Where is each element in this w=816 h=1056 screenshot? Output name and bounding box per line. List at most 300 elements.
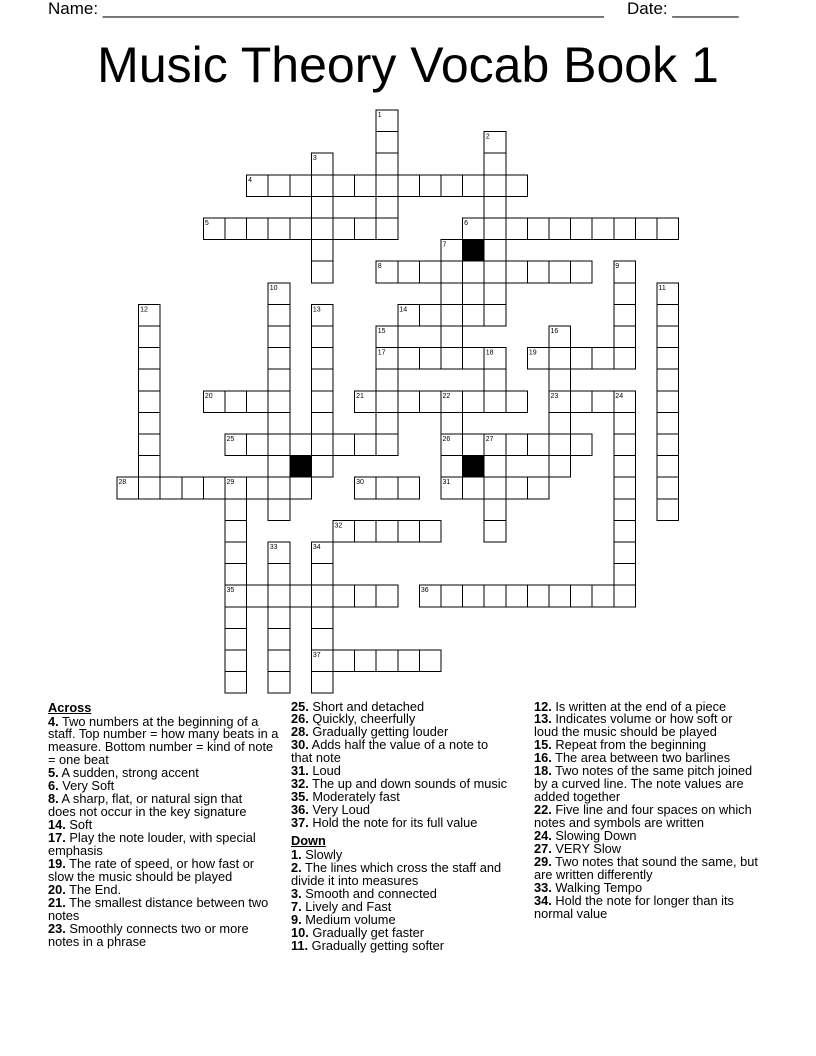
crossword-cell[interactable]	[592, 391, 614, 413]
crossword-cell[interactable]	[355, 585, 377, 607]
crossword-cell[interactable]	[139, 391, 161, 413]
crossword-cell[interactable]	[527, 261, 549, 283]
crossword-cell[interactable]	[311, 326, 333, 348]
crossword-cell[interactable]	[268, 477, 290, 499]
clue-number: 8.	[48, 791, 59, 807]
down-clue	[534, 713, 758, 739]
crossword-cell[interactable]	[484, 175, 506, 197]
clue-text: Is written at the end of a piece	[555, 698, 727, 714]
grid-number: 4	[248, 176, 253, 184]
clue-number: 35.	[291, 789, 309, 805]
crossword-cell[interactable]	[268, 607, 290, 629]
crossword-cell[interactable]	[484, 196, 506, 218]
crossword-cell[interactable]	[484, 261, 506, 283]
crossword-cell[interactable]	[290, 175, 312, 197]
crossword-cell[interactable]	[376, 196, 398, 218]
grid-number: 30	[356, 479, 364, 487]
crossword-cell[interactable]	[484, 477, 506, 499]
crossword-cell[interactable]	[333, 650, 355, 672]
black-square	[463, 240, 485, 262]
grid-number: 11	[658, 284, 666, 292]
crossword-cell[interactable]	[484, 520, 506, 542]
across-clue	[48, 855, 278, 884]
crossword-cell[interactable]	[571, 434, 593, 456]
crossword-cell[interactable]	[268, 175, 290, 197]
grid-number: 15	[377, 328, 386, 335]
crossword-cell[interactable]	[419, 348, 441, 370]
crossword-cell[interactable]	[333, 175, 355, 197]
crossword-cell[interactable]	[311, 564, 333, 586]
crossword-cell[interactable]	[484, 304, 506, 326]
crossword-cell[interactable]	[225, 218, 247, 240]
across-clue	[48, 832, 278, 858]
crossword-cell[interactable]	[225, 520, 247, 542]
grid-number: 19	[528, 349, 537, 357]
crossword-cell[interactable]	[614, 456, 636, 478]
clues-column-3	[534, 698, 758, 921]
crossword-cell[interactable]	[311, 585, 333, 607]
crossword-cell[interactable]	[398, 348, 420, 370]
crossword-cell[interactable]	[398, 477, 420, 499]
crossword-cell[interactable]	[484, 499, 506, 521]
clue-number: 14.	[48, 817, 66, 833]
crossword-cell[interactable]	[419, 650, 441, 672]
clue-text: A sharp, flat, or natural sign that does not occur in the key signature	[48, 791, 247, 820]
clue-text: Soft	[69, 817, 93, 833]
clue-text: Five line and four spaces on which notes and symbols are written	[534, 802, 752, 831]
crossword-cell[interactable]	[139, 369, 161, 391]
grid-number: 16	[550, 328, 559, 335]
crossword-cell[interactable]	[506, 477, 528, 499]
clue-number: 33.	[534, 879, 552, 895]
crossword-cell[interactable]	[657, 456, 679, 478]
crossword-cell[interactable]	[441, 326, 463, 348]
down-clue	[534, 804, 758, 830]
crossword-cell[interactable]	[268, 650, 290, 672]
crossword-cell[interactable]	[614, 218, 636, 240]
crossword-cell[interactable]	[463, 477, 485, 499]
crossword-cell[interactable]	[441, 261, 463, 283]
clue-text: Medium volume	[305, 911, 396, 927]
crossword-cell[interactable]	[398, 175, 420, 197]
down-clue	[291, 937, 507, 953]
crossword-cell[interactable]	[311, 261, 333, 283]
crossword-cell[interactable]	[290, 434, 312, 456]
crossword-cell[interactable]	[549, 369, 571, 391]
across-clue	[48, 894, 278, 923]
crossword-cell[interactable]	[311, 672, 333, 694]
crossword-cell[interactable]	[419, 175, 441, 197]
crossword-cell[interactable]	[657, 369, 679, 391]
grid-number: 32	[334, 522, 343, 530]
clue-text: The area between two barlines	[555, 750, 731, 766]
clue-number: 22.	[534, 802, 552, 818]
crossword-cell[interactable]	[247, 477, 269, 499]
crossword-cell[interactable]	[441, 175, 463, 197]
clue-text: Gradually getting louder	[312, 724, 449, 740]
crossword-cell[interactable]	[527, 585, 549, 607]
clue-number: 21.	[48, 894, 66, 910]
clue-text: Adds half the value of a note to that note	[291, 737, 489, 766]
black-square	[463, 456, 485, 478]
down-clue	[534, 853, 758, 882]
crossword-cell[interactable]	[333, 434, 355, 456]
crossword-cell[interactable]	[571, 585, 593, 607]
clue-number: 3.	[291, 885, 302, 901]
grid-number: 12	[140, 306, 148, 314]
clue-text: The up and down sounds of music	[312, 776, 508, 792]
crossword-cell[interactable]	[376, 434, 398, 456]
crossword-cell[interactable]	[268, 585, 290, 607]
crossword-cell[interactable]	[657, 326, 679, 348]
crossword-cell[interactable]	[592, 348, 614, 370]
crossword-cell[interactable]	[376, 477, 398, 499]
grid-number: 6	[464, 220, 469, 227]
crossword-cell[interactable]	[463, 175, 485, 197]
crossword-cell[interactable]	[376, 412, 398, 434]
clue-number: 20.	[48, 881, 66, 897]
crossword-cell[interactable]	[268, 348, 290, 370]
crossword-cell[interactable]	[268, 456, 290, 478]
crossword-cell[interactable]	[614, 499, 636, 521]
crossword-cell[interactable]	[441, 585, 463, 607]
crossword-cell[interactable]	[311, 218, 333, 240]
crossword-cell[interactable]	[657, 434, 679, 456]
crossword-cell[interactable]	[268, 499, 290, 521]
crossword-cell[interactable]	[657, 218, 679, 240]
crossword-cell[interactable]	[506, 218, 528, 240]
clue-number: 19.	[48, 855, 66, 871]
date-field: Date: _______	[627, 0, 739, 18]
clue-number: 5.	[48, 765, 59, 781]
crossword-cell[interactable]	[506, 434, 528, 456]
crossword-cell[interactable]	[225, 628, 247, 650]
crossword-cell[interactable]	[247, 391, 269, 413]
crossword-cell[interactable]	[139, 326, 161, 348]
crossword-cell[interactable]	[614, 304, 636, 326]
crossword-cell[interactable]	[398, 650, 420, 672]
crossword-cell[interactable]	[657, 391, 679, 413]
crossword-cell[interactable]	[549, 434, 571, 456]
grid-number: 37	[312, 652, 321, 659]
crossword-cell[interactable]	[549, 348, 571, 370]
crossword-cell[interactable]	[225, 607, 247, 629]
clue-text: Gradually get faster	[312, 924, 425, 940]
crossword-cell[interactable]	[139, 434, 161, 456]
crossword-cell[interactable]	[484, 153, 506, 175]
crossword-cell[interactable]	[398, 261, 420, 283]
crossword-cell[interactable]	[268, 412, 290, 434]
crossword-cell[interactable]	[225, 542, 247, 564]
crossword-cell[interactable]	[268, 564, 290, 586]
crossword-cell[interactable]	[463, 585, 485, 607]
crossword-cell[interactable]	[571, 348, 593, 370]
clue-number: 2.	[291, 859, 302, 875]
crossword-cell[interactable]	[311, 175, 333, 197]
clue-number: 16.	[534, 750, 552, 766]
crossword-cell[interactable]	[549, 412, 571, 434]
clue-number: 13.	[534, 711, 552, 727]
crossword-cell[interactable]	[441, 348, 463, 370]
crossword-cell[interactable]	[614, 564, 636, 586]
clue-number: 10.	[291, 924, 309, 940]
clue-text: Indicates volume or how soft or loud the music should be played	[534, 711, 733, 740]
crossword-cell[interactable]	[355, 650, 377, 672]
crossword-cell[interactable]	[290, 477, 312, 499]
across-heading: Across	[48, 699, 92, 715]
crossword-cell[interactable]	[376, 585, 398, 607]
crossword-cell[interactable]	[225, 499, 247, 521]
clue-text: Very Soft	[62, 778, 115, 794]
crossword-cell[interactable]	[657, 348, 679, 370]
clue-text: VERY Slow	[555, 840, 622, 856]
crossword-cell[interactable]	[225, 564, 247, 586]
name-field: Name: _____________________________________________________	[48, 0, 604, 18]
crossword-cell[interactable]	[441, 304, 463, 326]
crossword-cell[interactable]	[268, 628, 290, 650]
crossword-cell[interactable]	[549, 456, 571, 478]
crossword-cell[interactable]	[268, 434, 290, 456]
crossword-cell[interactable]	[657, 499, 679, 521]
crossword-cell[interactable]	[506, 261, 528, 283]
crossword-cell[interactable]	[203, 477, 225, 499]
crossword-cell[interactable]	[355, 434, 377, 456]
clue-number: 9.	[291, 911, 302, 927]
crossword-cell[interactable]	[268, 672, 290, 694]
crossword-cell[interactable]	[549, 585, 571, 607]
crossword-cell[interactable]	[247, 218, 269, 240]
crossword-cell[interactable]	[311, 196, 333, 218]
crossword-cell[interactable]	[160, 477, 182, 499]
crossword-cell[interactable]	[419, 520, 441, 542]
grid-number: 31	[442, 479, 451, 487]
crossword-cell[interactable]	[311, 456, 333, 478]
across-clue	[291, 739, 507, 765]
crossword-cell[interactable]	[311, 434, 333, 456]
crossword-cell[interactable]	[139, 456, 161, 478]
crossword-cell[interactable]	[419, 391, 441, 413]
crossword-cell[interactable]	[441, 412, 463, 434]
crossword-cell[interactable]	[614, 520, 636, 542]
clues-column-1	[48, 701, 278, 949]
crossword-cell[interactable]	[376, 650, 398, 672]
crossword-cell[interactable]	[571, 391, 593, 413]
crossword-cell[interactable]	[376, 132, 398, 154]
crossword-cell[interactable]	[463, 434, 485, 456]
clue-text: The rate of speed, or how fast or slow the music should be played	[48, 855, 255, 884]
grid-number: 9	[615, 263, 620, 271]
crossword-cell[interactable]	[549, 218, 571, 240]
across-clue	[291, 817, 507, 830]
clue-number: 15.	[534, 737, 552, 753]
clue-text: Two notes that sound the same, but are written differently	[534, 853, 758, 882]
grid-number: 2	[485, 133, 490, 141]
grid-number: 27	[485, 436, 494, 443]
crossword-cell[interactable]	[484, 456, 506, 478]
crossword-cell[interactable]	[355, 175, 377, 197]
crossword-cell[interactable]	[614, 348, 636, 370]
clue-text: Two notes of the same pitch joined by a curved line. The note values are added together	[534, 763, 753, 805]
crossword-cell[interactable]	[635, 218, 657, 240]
crossword-cell[interactable]	[506, 585, 528, 607]
crossword-cell[interactable]	[463, 304, 485, 326]
crossword-cell[interactable]	[527, 477, 549, 499]
crossword-cell[interactable]	[463, 391, 485, 413]
clue-number: 12.	[534, 698, 552, 714]
clue-text: Walking Tempo	[555, 879, 643, 895]
crossword-cell[interactable]	[614, 585, 636, 607]
crossword-cell[interactable]	[333, 218, 355, 240]
crossword-cell[interactable]	[614, 434, 636, 456]
crossword-cell[interactable]	[311, 412, 333, 434]
clue-text: Quickly, cheerfully	[312, 711, 416, 727]
crossword-cell[interactable]	[463, 348, 485, 370]
crossword-cell[interactable]	[247, 585, 269, 607]
down-clue	[534, 765, 758, 804]
crossword-cell[interactable]	[376, 391, 398, 413]
grid-number: 3	[312, 155, 317, 163]
grid-number: 7	[442, 241, 447, 249]
crossword-cell[interactable]	[376, 153, 398, 175]
crossword-cell[interactable]	[268, 369, 290, 391]
crossword-cell[interactable]	[592, 218, 614, 240]
crossword-cell[interactable]	[247, 434, 269, 456]
crossword-cell[interactable]	[463, 261, 485, 283]
grid-number: 5	[204, 220, 209, 227]
crossword-cells	[117, 110, 679, 693]
crossword-cell[interactable]	[419, 304, 441, 326]
grid-number: 36	[420, 587, 429, 595]
crossword-cell[interactable]	[268, 218, 290, 240]
crossword-cell[interactable]	[225, 650, 247, 672]
crossword-cell[interactable]	[355, 218, 377, 240]
crossword-cell[interactable]	[311, 240, 333, 262]
clue-text: Play the note louder, with special emphasis	[48, 830, 256, 859]
crossword-cell[interactable]	[311, 391, 333, 413]
crossword-cell[interactable]	[592, 585, 614, 607]
crossword-cell[interactable]	[376, 369, 398, 391]
clue-number: 28.	[291, 724, 309, 740]
clue-number: 30.	[291, 737, 309, 753]
crossword-cell[interactable]	[549, 261, 571, 283]
crossword-cell[interactable]	[268, 326, 290, 348]
clue-number: 4.	[48, 713, 59, 729]
grid-number: 17	[377, 349, 386, 357]
crossword-cell[interactable]	[527, 434, 549, 456]
crossword-cell[interactable]	[614, 283, 636, 305]
crossword-cell[interactable]	[484, 218, 506, 240]
crossword-cell[interactable]	[139, 477, 161, 499]
crossword-cell[interactable]	[225, 391, 247, 413]
crossword-cell[interactable]	[290, 585, 312, 607]
across-clue	[48, 713, 279, 768]
clues-column-2	[291, 698, 508, 953]
grid-number: 8	[377, 263, 382, 271]
clue-number: 32.	[291, 776, 309, 792]
crossword-cell[interactable]	[376, 175, 398, 197]
crossword-cell[interactable]	[290, 218, 312, 240]
crossword-cell[interactable]	[506, 175, 528, 197]
crossword-cell[interactable]	[268, 304, 290, 326]
clue-text: Short and detached	[312, 698, 425, 714]
crossword-cell[interactable]	[484, 391, 506, 413]
crossword-cell[interactable]	[614, 412, 636, 434]
clue-number: 29.	[534, 853, 552, 869]
crossword-cell[interactable]	[484, 585, 506, 607]
crossword-cell[interactable]	[527, 218, 549, 240]
clue-number: 26.	[291, 711, 309, 727]
crossword-cell[interactable]	[614, 477, 636, 499]
crossword-cell[interactable]	[571, 261, 593, 283]
crossword-cell[interactable]	[506, 391, 528, 413]
grid-number: 33	[269, 544, 278, 551]
grid-number: 20	[204, 392, 213, 400]
crossword-cell[interactable]	[614, 326, 636, 348]
down-clue	[291, 859, 507, 888]
crossword-cell[interactable]	[419, 261, 441, 283]
crossword-cell[interactable]	[139, 348, 161, 370]
crossword-cell[interactable]	[657, 412, 679, 434]
black-square	[290, 456, 312, 478]
clue-number: 7.	[291, 898, 302, 914]
clue-number: 27.	[534, 840, 552, 856]
clue-text: A sudden, strong accent	[61, 765, 199, 781]
clue-number: 18.	[534, 763, 552, 779]
clue-text: Hold the note for longer than its normal value	[534, 892, 734, 921]
clue-text: Slowly	[305, 847, 343, 863]
grid-number: 26	[442, 436, 451, 443]
crossword-cell[interactable]	[311, 369, 333, 391]
clue-text: Hold the note for its full value	[312, 815, 478, 831]
grid-number: 25	[226, 436, 235, 443]
across-clue	[48, 920, 278, 949]
clue-text: Gradually getting softer	[311, 937, 444, 953]
clue-text: Very Loud	[312, 802, 370, 818]
grid-number: 10	[269, 284, 278, 292]
crossword-cell[interactable]	[311, 607, 333, 629]
crossword-cell[interactable]	[484, 240, 506, 262]
crossword-cell[interactable]	[311, 348, 333, 370]
crossword-cell[interactable]	[355, 520, 377, 542]
clue-text: Smoothly connects two or more notes in a phrase	[48, 920, 249, 949]
grid-number: 29	[226, 479, 235, 487]
clue-number: 37.	[291, 815, 309, 831]
clue-text: Smooth and connected	[305, 885, 437, 901]
crossword-cell[interactable]	[398, 520, 420, 542]
crossword-cell[interactable]	[333, 585, 355, 607]
grid-number: 18	[485, 349, 494, 357]
crossword-cell[interactable]	[398, 391, 420, 413]
clue-number: 31.	[291, 763, 309, 779]
crossword-cell[interactable]	[376, 520, 398, 542]
crossword-cell[interactable]	[484, 369, 506, 391]
crossword-cell[interactable]	[441, 283, 463, 305]
crossword-cell[interactable]	[268, 391, 290, 413]
crossword-cell[interactable]	[376, 218, 398, 240]
clue-text: Slowing Down	[555, 828, 637, 844]
crossword-cell[interactable]	[571, 218, 593, 240]
crossword-cell[interactable]	[614, 542, 636, 564]
crossword-cell[interactable]	[311, 628, 333, 650]
crossword-cell[interactable]	[484, 283, 506, 305]
crossword-cell[interactable]	[441, 456, 463, 478]
crossword-cell[interactable]	[139, 412, 161, 434]
crossword-cell[interactable]	[182, 477, 204, 499]
crossword-cell[interactable]	[657, 304, 679, 326]
crossword-cell[interactable]	[225, 672, 247, 694]
crossword-cell[interactable]	[657, 477, 679, 499]
grid-number: 14	[399, 306, 408, 314]
